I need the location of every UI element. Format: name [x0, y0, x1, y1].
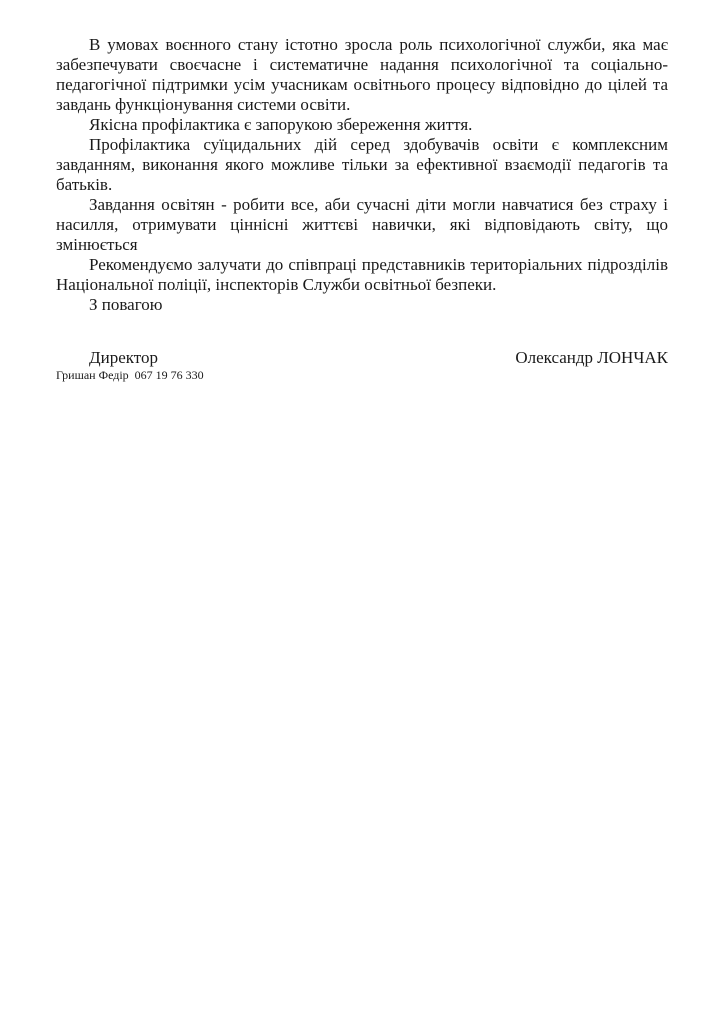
signature-title: Директор — [89, 348, 158, 367]
signature-row — [56, 348, 668, 368]
closing-salutation: З повагою — [89, 295, 163, 314]
body-paragraph-3: Профілактика суїцидальних дій серед здобувачів освіти є комплексним завданням, виконання якого можливе тільки за ефективної взаємодії педагогів та батьків. — [56, 135, 668, 194]
contact-line: Гришан Федір 067 19 76 330 — [56, 368, 204, 382]
body-paragraph-4: Завдання освітян - робити все, аби сучасні діти могли навчатися без страху і насилля, отримувати ціннісні життєві навички, які відповідають світу, що змінюється — [56, 195, 668, 254]
letter-body — [56, 35, 668, 295]
body-paragraph-5: Рекомендуємо залучати до співпраці представників територіальних підрозділів Національної поліції, інспекторів Служби освітньої безпеки. — [56, 255, 668, 294]
body-paragraph-2: Якісна профілактика є запорукою збереження життя. — [89, 115, 473, 134]
body-paragraph-1: В умовах воєнного стану істотно зросла роль психологічної служби, яка має забезпечувати своєчасне і систематичне надання психологічної та соціально-педагогічної підтримки усім учасникам освітнього процесу відповідно до цілей та завдань функціонування системи освіти. — [56, 35, 668, 114]
signature-name: Олександр ЛОНЧАК — [515, 348, 668, 367]
